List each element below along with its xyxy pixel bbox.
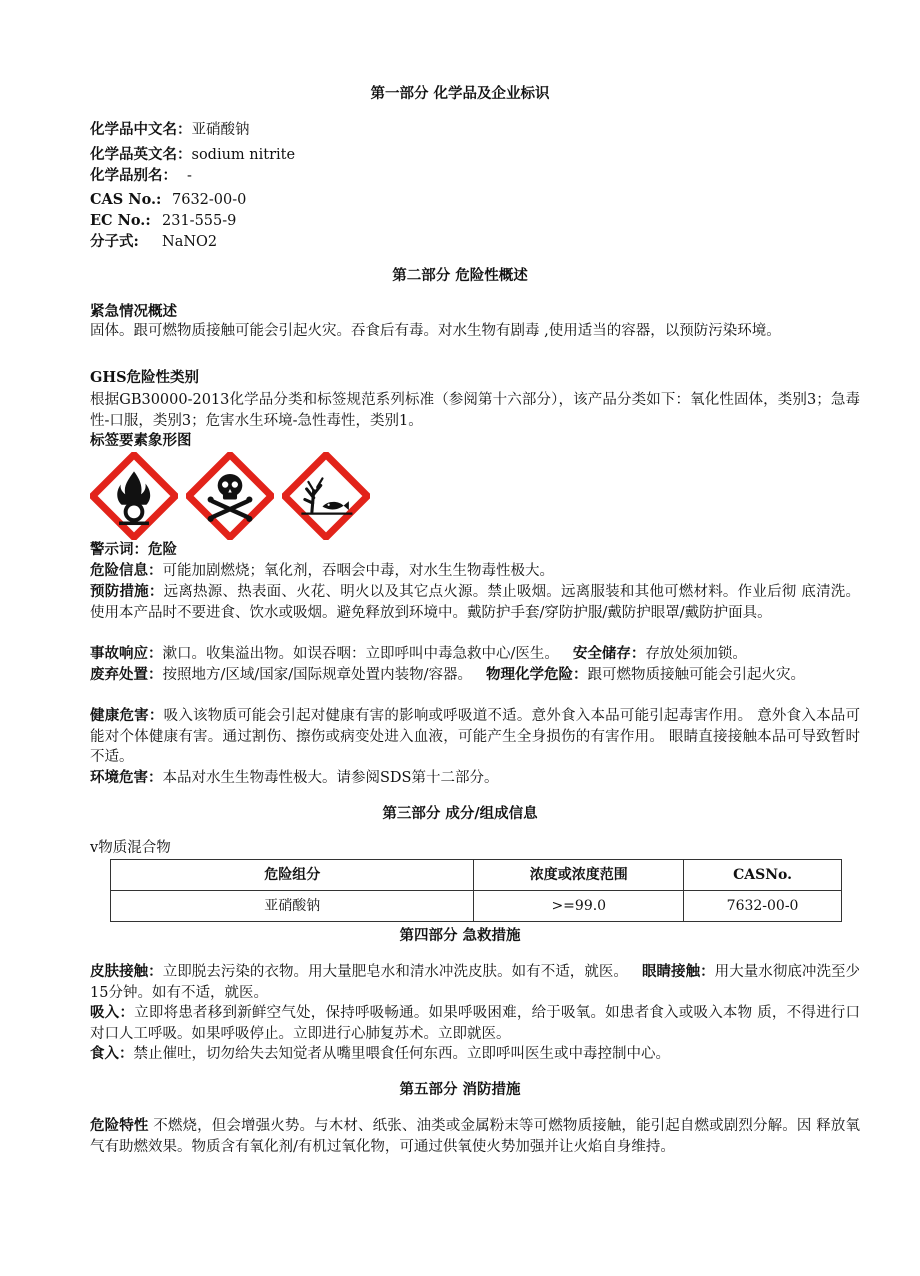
disposal-label: 废弃处置：: [90, 666, 163, 683]
section3-title: 第三部分 成分/组成信息: [382, 805, 538, 822]
section5-title: 第五部分 消防措施: [399, 1081, 521, 1098]
health-info: [90, 706, 860, 768]
physchem-label: 物理化学危险：: [486, 666, 588, 683]
env-text: 本品对水生生物毒性极大。请参阅SDS第十二部分。: [162, 770, 499, 786]
ec-row: [90, 211, 860, 232]
env-info: [90, 768, 860, 789]
hazard-text: 可能加剧燃烧；氧化剂，吞咽会中毒，对水生生物毒性极大。: [162, 563, 554, 579]
skull-crossbones-icon: [186, 452, 274, 540]
hazard-label: 危险信息：: [90, 562, 163, 579]
cn-name-value: 亚硝酸钠: [191, 122, 250, 138]
section4-title: 第四部分 急救措施: [399, 927, 521, 944]
table-row: [111, 891, 842, 922]
section2-title: 第二部分 危险性概述: [392, 267, 528, 284]
prevention-label: 预防措施：: [90, 583, 164, 600]
table-header: 危险组分: [111, 860, 474, 891]
formula-row: [90, 232, 860, 253]
response-label: 事故响应：: [90, 645, 163, 662]
signal-value: 危险: [148, 541, 177, 558]
alias-label: 化学品别名：: [90, 167, 177, 184]
ingest-label: 食入：: [90, 1045, 134, 1062]
table-header: CASNo.: [684, 860, 842, 891]
ingest-info: [90, 1044, 860, 1065]
section1-title: 第一部分 化学品及企业标识: [370, 85, 550, 102]
skin-eye-info: [90, 962, 860, 1003]
cas-row: [90, 190, 860, 211]
composition-table: [110, 859, 842, 922]
health-text: 吸入该物质可能会引起对健康有害的影响或呼吸道不适。意外食入本品可能引起毒害作用。 意外食入本品可能对个体健康有害。通过割伤、擦伤或病变处进入血液，可能产生全身损伤的有害作用。 眼睛直接接触本品可导致暂时不适。: [90, 708, 861, 765]
cas-label: CAS No.:: [90, 191, 162, 208]
ingest-text: 禁止催吐，切勿给失去知觉者从嘴里喂食任何东西。立即呼叫医生或中毒控制中心。: [133, 1046, 670, 1062]
formula-value: NaNO2: [162, 234, 218, 250]
fire-hazard-info: [90, 1116, 860, 1157]
emergency-heading: 紧急情况概述: [90, 303, 177, 320]
eye-text: 用大量水彻底冲洗至少15分钟。如有不适，就医。: [90, 964, 861, 1001]
flame-over-circle-icon: [90, 452, 178, 540]
table-cell: >=99.0: [474, 891, 684, 922]
formula-label: 分子式:: [90, 233, 139, 250]
fire-hazard-text: 不燃烧，但会增强火势。与木材、纸张、油类或金属粉末等可燃物质接触，能引起自燃或剧烈分解。因 释放氧气有助燃效果。物质含有氧化剂/有机过氧化物，可通过供氧使火势加强并让火焰自身维持。: [90, 1118, 860, 1155]
environment-icon: [282, 452, 370, 540]
prevention-text: 远离热源、热表面、火花、明火以及其它点火源。禁止吸烟。远离服装和其他可燃材料。作业后彻 底清洗。使用本产品时不要进食、饮水或吸烟。避免释放到环境中。戴防护手套/穿防护服/戴防护眼罩/戴防护面具。: [90, 584, 861, 621]
physchem-text: 跟可燃物质接触可能会引起火灾。: [587, 667, 806, 683]
ghs-heading: GHS危险性类别: [90, 369, 200, 386]
inhale-info: [90, 1003, 860, 1044]
alias-value: -: [187, 168, 192, 184]
table-cell: 亚硝酸钠: [111, 891, 474, 922]
response-info: [90, 644, 860, 665]
eye-label: 眼睛接触：: [641, 963, 715, 980]
cn-name-row: [90, 120, 860, 141]
cn-name-label: 化学品中文名：: [90, 121, 192, 138]
ec-value: 231-555-9: [162, 213, 237, 229]
en-name-label: 化学品英文名：: [90, 146, 192, 163]
pictogram-heading: 标签要素象形图: [90, 432, 192, 449]
prevention-info: [90, 582, 860, 623]
table-cell: 7632-00-0: [684, 891, 842, 922]
alias-row: [90, 166, 860, 187]
hazard-info: [90, 561, 860, 582]
table-header-row: [111, 860, 842, 891]
skin-text: 立即脱去污染的衣物。用大量肥皂水和清水冲洗皮肤。如有不适，就医。: [162, 964, 628, 980]
ghs-pictograms: [90, 452, 380, 540]
table-header: 浓度或浓度范围: [474, 860, 684, 891]
emergency-text: 固体。跟可燃物质接触可能会引起火灾。吞食后有毒。对水生物有剧毒 ,使用适当的容器，以预防污染环境。: [90, 323, 781, 339]
health-label: 健康危害：: [90, 707, 164, 724]
en-name-value: sodium nitrite: [191, 147, 296, 163]
response-text: 漱口。收集溢出物。如误吞咽：立即呼叫中毒急救中心/医生。: [162, 646, 559, 662]
fire-hazard-label: 危险特性: [90, 1117, 149, 1134]
inhale-label: 吸入：: [90, 1004, 135, 1021]
signal-label: 警示词：: [90, 541, 148, 558]
ec-label: EC No.:: [90, 212, 151, 229]
disposal-info: [90, 665, 860, 686]
en-name-row: [90, 145, 860, 166]
disposal-text: 按照地方/区域/国家/国际规章处置内装物/容器。: [162, 667, 473, 683]
mixture-note: v物质混合物: [90, 840, 171, 856]
signal-row: [90, 540, 860, 561]
env-label: 环境危害：: [90, 769, 163, 786]
storage-label: 安全储存：: [572, 645, 646, 662]
storage-text: 存放处须加锁。: [645, 646, 747, 662]
inhale-text: 立即将患者移到新鲜空气处，保持呼吸畅通。如果呼吸困难，给于吸氧。如患者食入或吸入本物 质，不得进行口对口人工呼吸。如果呼吸停止。立即进行心肺复苏术。立即就医。: [90, 1005, 861, 1042]
skin-label: 皮肤接触：: [90, 963, 163, 980]
ghs-text: 根据GB30000-2013化学品分类和标签规范系列标准（参阅第十六部分），该产品分类如下：氧化性固体，类别3；急毒性-口服，类别3；危害水生环境-急性毒性，类别1。: [90, 392, 860, 429]
cas-value: 7632-00-0: [172, 192, 247, 208]
